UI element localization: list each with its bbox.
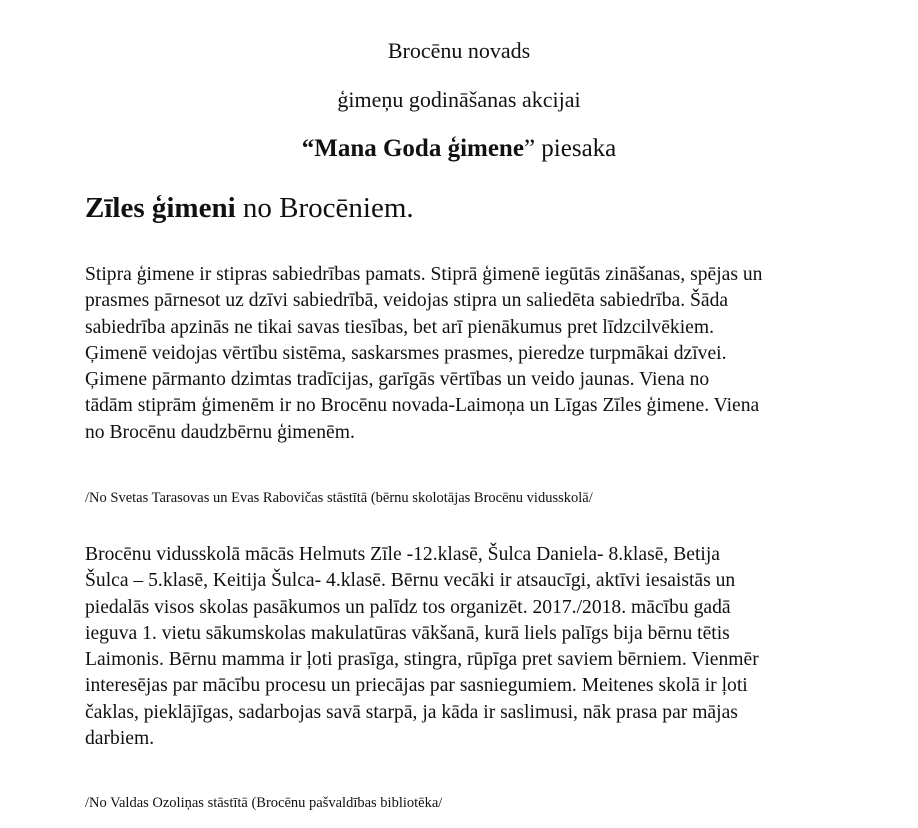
paragraph-line: darbiem. <box>85 728 155 750</box>
paragraph-line: ieguva 1. vietu sākumskolas makulatūras vākšanā, kurā liels palīgs bija bērnu tētis <box>85 622 730 644</box>
paragraph-line: Stipra ģimene ir stipras sabiedrības pamats. Stiprā ģimenē iegūtās zināšanas, spējas un <box>85 264 763 285</box>
school-paragraph <box>85 542 875 752</box>
family-heading <box>85 191 414 225</box>
paragraph-line: Ģimene pārmanto dzimtas tradīcijas, garīgās vērtības un veido jaunas. Viena no <box>85 369 710 391</box>
paragraph-line: Laimonis. Bērnu mamma ir ļoti prasīga, stingra, rūpīga pret saviem bērniem. Vienmēr <box>85 649 759 671</box>
paragraph-line: čaklas, pieklājīgas, sadarbojas savā starpā, ja kāda ir saslimusi, nāk prasa par mājas <box>85 701 738 723</box>
paragraph-line: interesējas par mācību procesu un priecājas par sasniegumiem. Meitenes skolā ir ļoti <box>85 675 748 697</box>
paragraph-line: Ģimenē veidojas vērtību sistēma, saskarsmes prasmes, pieredze turpmākai dzīvei. <box>85 342 727 364</box>
action-subtitle: ģimeņu godināšanas akcijai <box>337 87 581 112</box>
paragraph-line: tādām stiprām ģimenēm ir no Brocēnu novada-Laimoņa un Līgas Zīles ģimene. Viena <box>85 395 760 417</box>
campaign-open-quote: “ <box>301 135 315 162</box>
paragraph-line: sabiedrība apzinās ne tikai savas tiesības, bet arī pienākumus pret līdzcilvēkiem. <box>85 316 714 338</box>
campaign-line <box>0 134 918 164</box>
region-title: Brocēnu novads <box>387 38 531 63</box>
paragraph-line: Brocēnu vidusskolā mācās Helmuts Zīle -12.klasē, Šulca Daniela- 8.klasē, Betija <box>85 544 720 565</box>
intro-paragraph <box>85 262 875 446</box>
source-note-teachers: /No Svetas Tarasovas un Evas Rabovičas stāstītā (bērnu skolotājas Brocēnu vidusskolā/ <box>85 490 593 506</box>
family-name: Zīles ģimeni <box>85 192 236 224</box>
paragraph-line: piedalās visos skolas pasākumos un palīdz tos organizēt. 2017./2018. mācību gadā <box>85 596 731 618</box>
paragraph-line: Šulca – 5.klasē, Keitija Šulca- 4.klasē. Bērnu vecāki ir atsaucīgi, aktīvi iesaistās un <box>85 570 736 592</box>
campaign-close-quote: ” <box>523 135 536 162</box>
campaign-suffix: piesaka <box>535 135 617 162</box>
source-note-library: /No Valdas Ozoliņas stāstītā (Brocēnu pašvaldības bibliotēka/ <box>85 795 443 811</box>
paragraph-line: no Brocēnu daudzbērnu ģimenēm. <box>85 421 355 443</box>
campaign-name: Mana Goda ģimene <box>314 135 524 162</box>
paragraph-line: prasmes pārnesot uz dzīvi sabiedrībā, veidojas stipra un saliedēta sabiedrība. Šāda <box>85 290 729 312</box>
family-origin: no Brocēniem. <box>235 192 414 224</box>
